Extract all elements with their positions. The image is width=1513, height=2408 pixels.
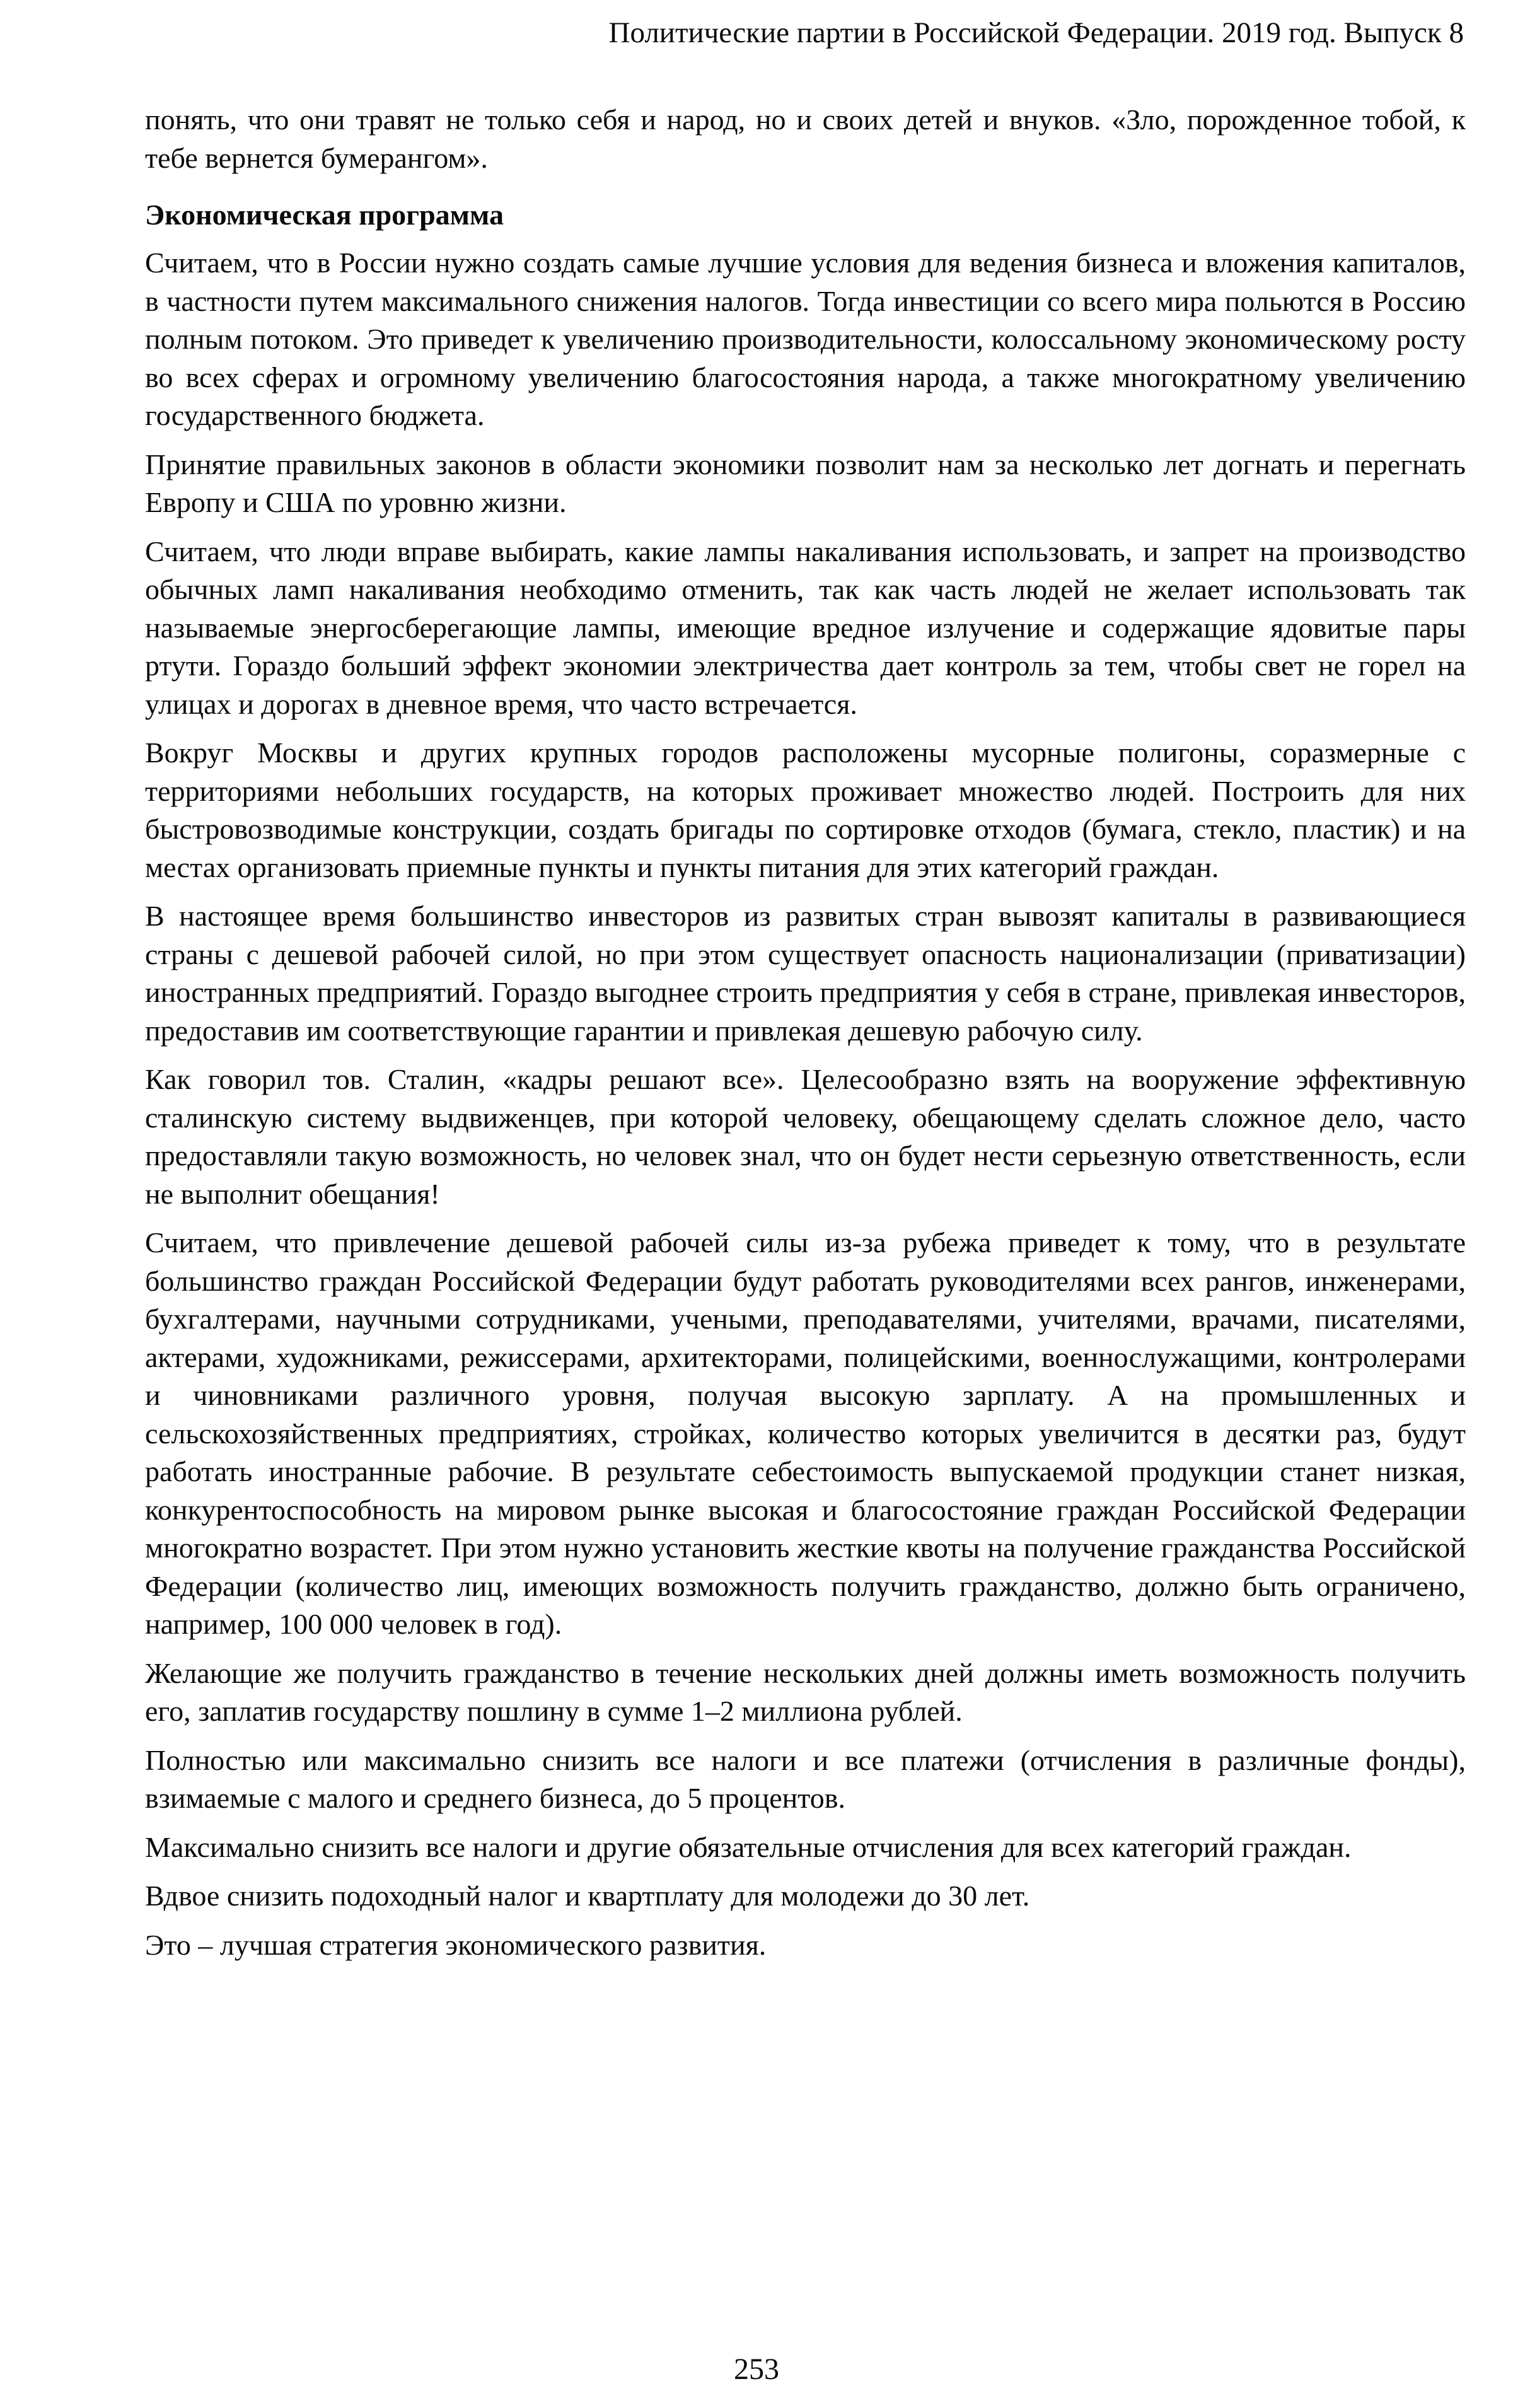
paragraph-light-bulbs: Считаем, что люди вправе выбирать, какие лампы накаливания использовать, и запрет на производство обычных ламп накаливания необходимо отменить, так как часть людей не желает использовать так называемые энергосберегающие лампы, имеющие вредное излучение и содержащие ядовитые пары ртути. Гораздо больший эффект экономии электричества дает контроль за тем, чтобы свет не горел на улицах и дорогах в дневное время, что часто встречается. <box>145 535 1466 720</box>
paragraph-cadres: Как говорил тов. Сталин, «кадры решают все». Целесообразно взять на вооружение эффективную сталинскую систему выдвиженцев, при которой человеку, обещающему сделать сложное дело, часто предоставляли такую возможность, но человек знал, что он будет нести серьезную ответственность, если не выполнит обещания! <box>145 1063 1466 1210</box>
paragraph-investors: В настоящее время большинство инвесторов из развитых стран вывозят капиталы в развивающиеся страны с дешевой рабочей силой, но при этом существует опасность национализации (приватизации) иностранных предприятий. Гораздо выгоднее строить предприятия у себя в стране, привлекая инвесторов, предоставив им соответствующие гарантии и привлекая дешевую рабочую силу. <box>145 900 1466 1047</box>
paragraph-citizenship-fee: Желающие же получить гражданство в течение нескольких дней должны иметь возможность получить его, заплатив государству пошлину в сумме 1–2 миллиона рублей. <box>145 1656 1466 1727</box>
intro-paragraph: понять, что они травят не только себя и народ, но и своих детей и внуков. «Зло, порожденное тобой, к тебе вернется бумерангом». <box>145 103 1466 174</box>
paragraph-citizen-taxes: Максимально снизить все налоги и другие обязательные отчисления для всех категорий граждан. <box>145 1830 1352 1863</box>
page-number: 253 <box>734 2353 779 2386</box>
section-heading: Экономическая программа <box>145 199 504 231</box>
paragraph-foreign-labor: Считаем, что привлечение дешевой рабочей силы из-за рубежа приведет к тому, что в результате большинство граждан Российской Федерации будут работать руководителями всех рангов, инженерами, бухгалтерами, научными сотрудниками, учеными, преподавателями, учителями, врачами, писателями, актерами, художниками, режиссерами, архитекторами, полицейскими, военнослужащими, контролерами и чиновниками различного уровня, получая высокую зарплату. А на промышленных и сельскохозяйственных предприятиях, стройках, количество которых увеличится в десятки раз, будут работать иностранные рабочие. В результате себестоимость выпускаемой продукции станет низкая, конкурентоспособность на мировом рынке высокая и благосостояние граждан Российской Федерации многократно возрастет. При этом нужно установить жесткие квоты на получение гражданства Российской Федерации (количество лиц, имеющих возможность получить гражданство, должно быть ограничено, например, 100 000 человек в год). <box>145 1226 1466 1640</box>
paragraph-investment-climate: Считаем, что в России нужно создать самые лучшие условия для ведения бизнеса и вложения капиталов, в частности путем максимального снижения налогов. Тогда инвестиции со всего мира польются в Россию полным потоком. Это приведет к увеличению производительности, колоссальному экономическому росту во всех сферах и огромному увеличению благосостояния народа, а также многократному увеличению государственного бюджета. <box>145 247 1466 431</box>
paragraph-business-taxes: Полностью или максимально снизить все налоги и все платежи (отчисления в различные фонды), взимаемые с малого и среднего бизнеса, до 5 процентов. <box>145 1743 1466 1814</box>
paragraph-youth-taxes: Вдвое снизить подоходный налог и квартплату для молодежи до 30 лет. <box>145 1880 1030 1912</box>
running-header: Политические партии в Российской Федерации. 2019 год. Выпуск 8 <box>608 16 1464 49</box>
paragraph-laws: Принятие правильных законов в области экономики позволит нам за несколько лет догнать и перегнать Европу и США по уровню жизни. <box>145 448 1466 518</box>
page-body <box>145 101 1466 1975</box>
paragraph-landfills: Вокруг Москвы и других крупных городов расположены мусорные полигоны, соразмерные с территориями небольших государств, на которых проживает множество людей. Построить для них быстровозводимые конструкции, создать бригады по сортировке отходов (бумага, стекло, пластик) и на местах организовать приемные пункты и пункты питания для этих категорий граждан. <box>145 736 1466 883</box>
paragraph-conclusion: Это – лучшая стратегия экономического развития. <box>145 1928 767 1961</box>
